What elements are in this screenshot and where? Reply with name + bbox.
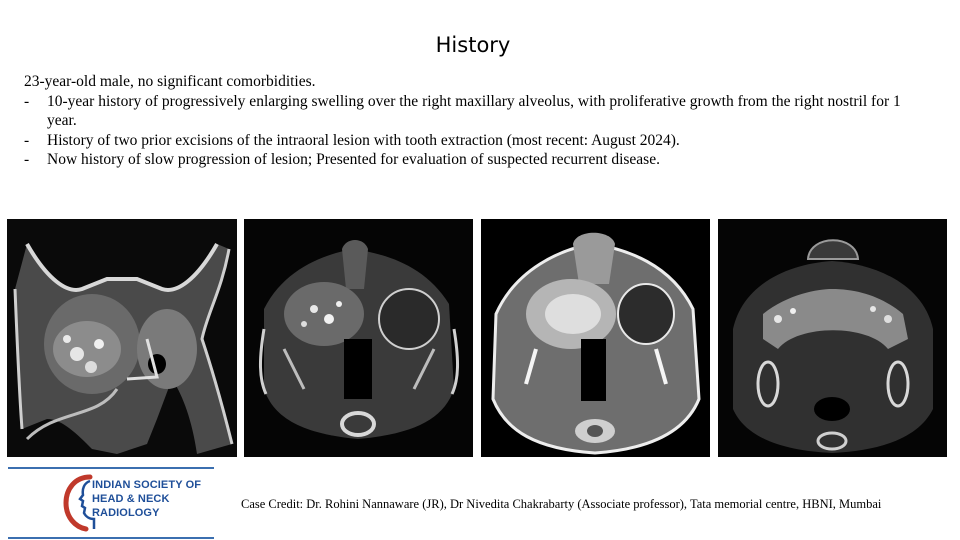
bullet-marker: - [24, 151, 30, 168]
ct-image-axial-soft-tissue [481, 219, 710, 457]
history-item-text: Now history of slow progression of lesion; Presented for evaluation of suspected recurrent disease. [47, 151, 660, 168]
logo-divider-top [8, 467, 214, 469]
history-list [24, 92, 924, 170]
ct-image-coronal [7, 219, 237, 457]
history-item-text: History of two prior excisions of the intraoral lesion with tooth extraction (most recent: August 2024). [47, 131, 680, 149]
ct-axial-soft-drawing [481, 219, 710, 457]
history-text [24, 72, 924, 170]
isnhr-logo [8, 467, 214, 539]
logo-line: HEAD & NECK [92, 493, 170, 505]
ct-axial-alveolus-drawing [718, 219, 947, 457]
logo-wordmark [92, 478, 201, 520]
ct-coronal-drawing [7, 219, 237, 457]
logo-divider-bottom [8, 537, 214, 539]
case-credit: Case Credit: Dr. Rohini Nannaware (JR), Dr Nivedita Chakrabarty (Associate professor), Tata memorial centre, HBNI, Mumbai [241, 497, 882, 511]
bullet-marker: - [24, 131, 30, 149]
ct-axial-bone-drawing [244, 219, 473, 457]
ct-image-axial-alveolus [718, 219, 947, 457]
logo-line: RADIOLOGY [92, 507, 160, 519]
patient-summary: 23-year-old male, no significant comorbidities. [24, 73, 316, 90]
ct-image-axial-bone [244, 219, 473, 457]
history-item [24, 92, 924, 131]
bullet-marker: - [24, 92, 30, 110]
slide-title: History [435, 33, 511, 57]
logo-line: INDIAN SOCIETY OF [92, 479, 202, 491]
history-item-text: 10-year history of progressively enlarging swelling over the right maxillary alveolus, with proliferative growth from the right nostril for 1 year. [47, 92, 901, 129]
history-item [24, 131, 924, 151]
history-item [24, 150, 924, 170]
